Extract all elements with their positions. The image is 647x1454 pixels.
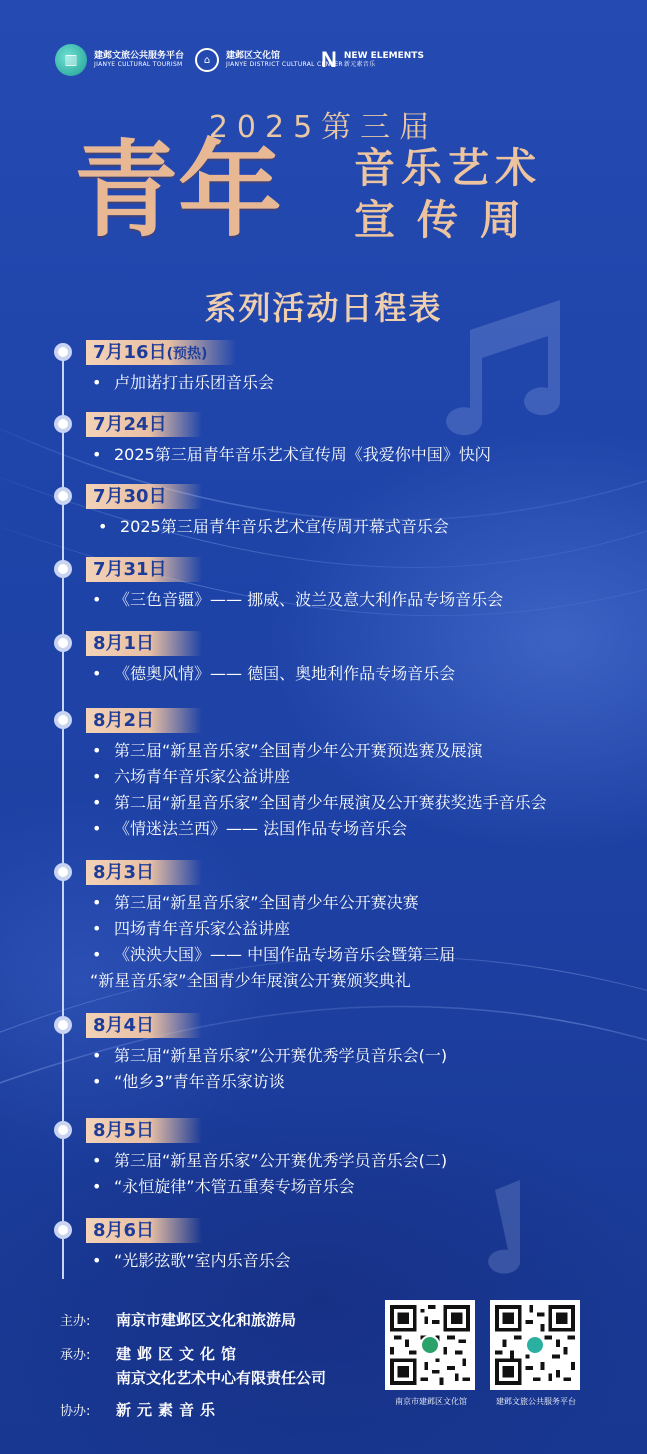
qr-code-icon <box>385 1300 475 1390</box>
item-text: 《三色音疆》—— 挪威、波兰及意大利作品专场音乐会 <box>114 590 504 609</box>
list-item: • 第三届“新星音乐家”公开赛优秀学员音乐会(一) <box>92 1046 448 1065</box>
title-year-line: 2025第三届 <box>208 110 439 145</box>
qr-label: 建邺文旅公共服务平台 <box>496 1397 576 1406</box>
date-tag: 7月24日 <box>86 412 202 437</box>
item-text: 2025第三届青年音乐艺术宣传周开幕式音乐会 <box>120 517 449 536</box>
list-item-continuation: “新星音乐家”全国青少年展演公开赛颁奖典礼 <box>90 971 411 990</box>
date-tag: 7月30日 <box>86 484 202 509</box>
item-text: 四场青年音乐家公益讲座 <box>114 919 291 938</box>
date-tag: 8月2日 <box>86 708 202 733</box>
qr-code-cultural-center[interactable] <box>385 1300 477 1407</box>
new-elements-icon: N <box>321 47 337 72</box>
logo-subtitle: JIANYE CULTURAL TOURISM <box>94 60 183 68</box>
list-item: • 六场青年音乐家公益讲座 <box>92 767 291 786</box>
timeline-dot <box>54 1016 72 1034</box>
organizer-row-2 <box>116 1367 326 1388</box>
list-item: • 第三届“新星音乐家”全国青少年公开赛决赛 <box>92 893 419 912</box>
timeline-dot <box>54 1121 72 1139</box>
timeline-dot <box>54 487 72 505</box>
item-text: 卢加诺打击乐团音乐会 <box>114 373 275 392</box>
item-text: 第三届“新星音乐家”公开赛优秀学员音乐会(二) <box>114 1151 448 1170</box>
list-item: • “永恒旋律”木管五重奏专场音乐会 <box>92 1177 355 1196</box>
list-item: • 第三届“新星音乐家”公开赛优秀学员音乐会(二) <box>92 1151 448 1170</box>
date-tag: 8月4日 <box>86 1013 202 1038</box>
qr-code-icon <box>490 1300 580 1390</box>
date-tag: 8月5日 <box>86 1118 202 1143</box>
jianye-tourism-logo <box>55 40 184 80</box>
date-tag <box>86 340 236 365</box>
timeline-dot <box>54 863 72 881</box>
organizer-label: 承办: <box>60 1348 91 1363</box>
item-text: “光影弦歌”室内乐音乐会 <box>114 1251 291 1270</box>
list-item: • 2025第三届青年音乐艺术宣传周开幕式音乐会 <box>98 517 449 536</box>
building-icon: ▥ <box>55 44 87 76</box>
item-text: 第三届“新星音乐家”公开赛优秀学员音乐会(一) <box>114 1046 448 1065</box>
title-sub-line-1: 音乐艺术 <box>354 144 542 192</box>
logo-title: 建邺区文化馆 <box>226 50 281 61</box>
schedule-title: 系列活动日程表 <box>204 289 443 327</box>
date-tag: 8月3日 <box>86 860 202 885</box>
host-name: 南京市建邺区文化和旅游局 <box>116 1311 297 1329</box>
timeline-dot <box>54 343 72 361</box>
list-item: • 《情迷法兰西》—— 法国作品专场音乐会 <box>92 819 408 838</box>
timeline-dot <box>54 1221 72 1239</box>
list-item: • 卢加诺打击乐团音乐会 <box>92 373 275 392</box>
list-item: • 第二届“新星音乐家”全国青少年展演及公开赛获奖选手音乐会 <box>92 793 547 812</box>
timeline-dot <box>54 634 72 652</box>
host-label: 主办: <box>60 1314 91 1329</box>
qr-code-tourism-platform[interactable] <box>490 1300 582 1407</box>
item-text: 《德奥风情》—— 德国、奥地利作品专场音乐会 <box>114 664 456 683</box>
new-elements-logo <box>321 40 424 80</box>
timeline-dot <box>54 415 72 433</box>
cultural-center-icon: ⌂ <box>195 48 219 72</box>
list-item: • 《泱泱大国》—— 中国作品专场音乐会暨第三届 <box>92 945 456 964</box>
logo-title: NEW ELEMENTS <box>343 50 424 61</box>
organizer-name-2: 南京文化艺术中心有限责任公司 <box>116 1369 327 1387</box>
item-text: 2025第三届青年音乐艺术宣传周《我爱你中国》快闪 <box>114 445 491 464</box>
co-organizer-row <box>60 1399 221 1420</box>
co-organizer-label: 协办: <box>60 1404 91 1419</box>
logo-subtitle: 新元素音乐 <box>343 60 376 68</box>
item-text: “永恒旋律”木管五重奏专场音乐会 <box>114 1177 355 1196</box>
logo-subtitle: JIANYE DISTRICT CULTURAL CENTER <box>226 60 343 68</box>
item-text: “他乡3”青年音乐家访谈 <box>114 1072 285 1091</box>
date-tag: 7月31日 <box>86 557 202 582</box>
header-logos <box>55 40 615 80</box>
list-item: • “光影弦歌”室内乐音乐会 <box>92 1251 291 1270</box>
logo-title: 建邺文旅公共服务平台 <box>94 50 185 61</box>
item-text: 《泱泱大国》—— 中国作品专场音乐会暨第三届 <box>114 945 456 964</box>
item-text: 第二届“新星音乐家”全国青少年展演及公开赛获奖选手音乐会 <box>114 793 547 812</box>
date-text: 7月16日 <box>93 342 167 363</box>
timeline-dot <box>54 711 72 729</box>
organizer-row <box>60 1343 242 1364</box>
qr-logo-icon <box>525 1335 545 1355</box>
list-item: • 2025第三届青年音乐艺术宣传周《我爱你中国》快闪 <box>92 445 491 464</box>
organizer-name-1: 建邺区文化馆 <box>116 1345 243 1363</box>
timeline-dot <box>54 560 72 578</box>
qr-label: 南京市建邺区文化馆 <box>395 1397 467 1406</box>
item-text: 《情迷法兰西》—— 法国作品专场音乐会 <box>114 819 408 838</box>
list-item: • “他乡3”青年音乐家访谈 <box>92 1072 285 1091</box>
item-text: 第三届“新星音乐家”全国青少年公开赛预选赛及展演 <box>114 741 483 760</box>
title-main: 青年 <box>74 129 283 251</box>
music-note-icon <box>488 1180 520 1274</box>
co-organizer-name: 新元素音乐 <box>116 1401 222 1419</box>
list-item: • 四场青年音乐家公益讲座 <box>92 919 291 938</box>
qr-logo-icon <box>420 1335 440 1355</box>
list-item: • 第三届“新星音乐家”全国青少年公开赛预选赛及展演 <box>92 741 483 760</box>
list-item: • 《三色音疆》—— 挪威、波兰及意大利作品专场音乐会 <box>92 590 504 609</box>
item-text: 第三届“新星音乐家”全国青少年公开赛决赛 <box>114 893 419 912</box>
item-text: 六场青年音乐家公益讲座 <box>114 767 291 786</box>
date-note: (预热) <box>166 346 208 362</box>
title-sub-line-2: 宣传周 <box>354 196 543 244</box>
list-item: • 《德奥风情》—— 德国、奥地利作品专场音乐会 <box>92 664 456 683</box>
date-tag: 8月6日 <box>86 1218 202 1243</box>
date-tag: 8月1日 <box>86 631 202 656</box>
host-row <box>60 1309 296 1330</box>
